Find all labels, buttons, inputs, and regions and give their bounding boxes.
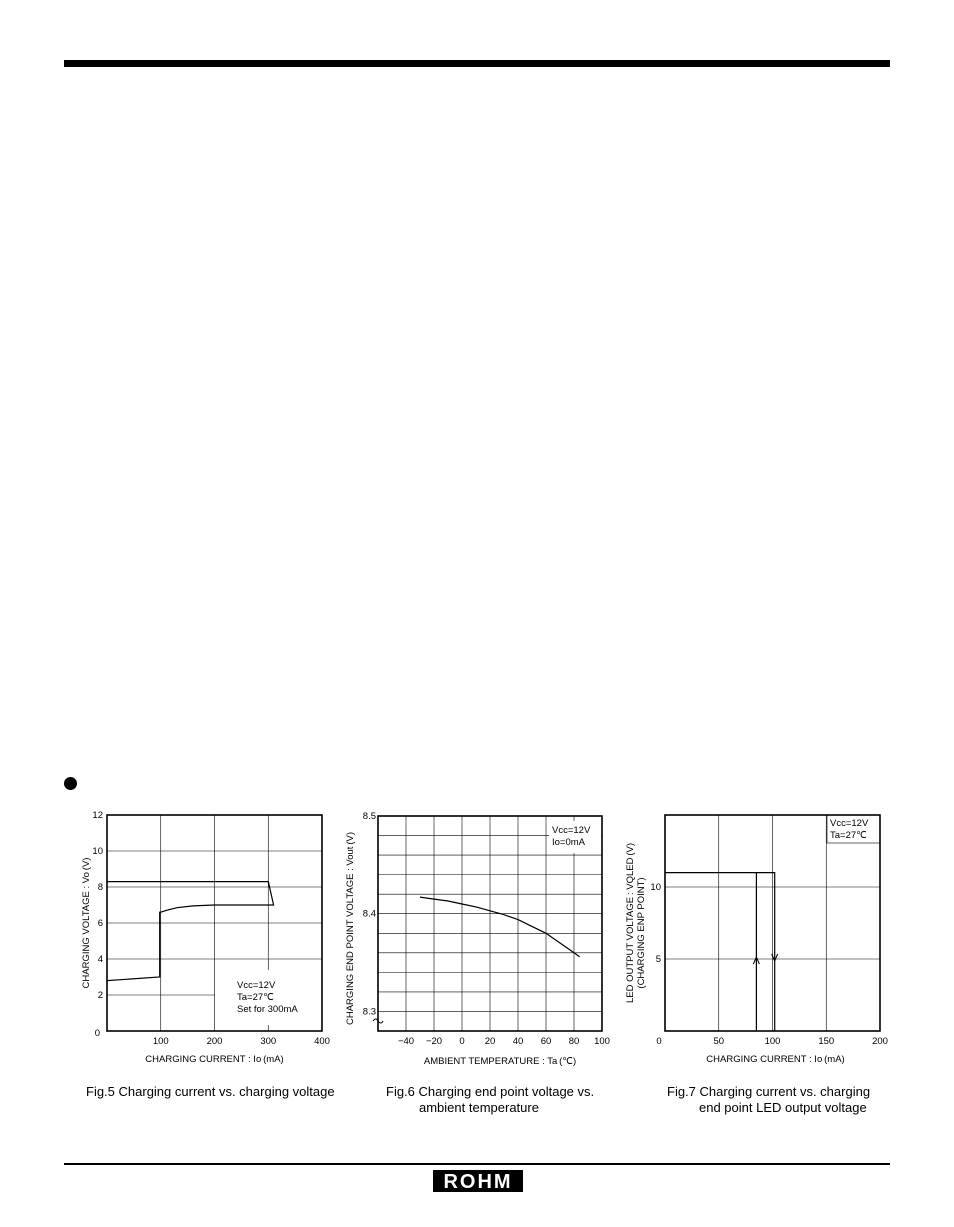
y-tick-label: 8.5 (362, 811, 376, 822)
chart-fig6 (340, 805, 615, 1070)
x-tick-label: −20 (425, 1036, 443, 1047)
legend-entry: Vcc=12V (552, 825, 591, 836)
caption-fig5: Fig.5 Charging current vs. charging voltage (86, 1084, 335, 1099)
section-bullet-icon (64, 777, 77, 790)
x-tick-label: 300 (260, 1036, 277, 1047)
logo-text: ROHM (443, 1171, 513, 1192)
series-line (107, 882, 274, 981)
y-tick-label: 8 (97, 882, 103, 893)
x-tick-label: 50 (713, 1036, 725, 1047)
y-tick-label: 8.3 (362, 1006, 376, 1018)
x-tick-label: 100 (152, 1036, 169, 1047)
x-tick-label: 100 (594, 1036, 610, 1047)
x-tick-label: 400 (314, 1036, 330, 1047)
caption-fig7-line1: Fig.7 Charging current vs. charging (667, 1084, 871, 1099)
x-tick-label: 150 (818, 1036, 835, 1047)
y-tick-label: 2 (97, 990, 103, 1001)
x-tick-label: 40 (512, 1036, 524, 1047)
rohm-logo (433, 1170, 523, 1192)
chart-fig5 (70, 805, 340, 1070)
legend-entry: Vcc=12V (830, 818, 869, 829)
caption-fig6-line1: Fig.6 Charging end point voltage vs. (386, 1084, 595, 1099)
x-axis-label: CHARGING CURRENT : Io (mA) (145, 1054, 284, 1065)
series-line (665, 873, 756, 1031)
caption-fig7-line2: end point LED output voltage (699, 1100, 867, 1115)
chart-fig7 (618, 805, 893, 1070)
caption-fig6-line2: ambient temperature (419, 1100, 539, 1115)
footer-rule (64, 1163, 890, 1165)
legend-entry: Ta=27℃ (237, 992, 274, 1003)
x-tick-label: 0 (656, 1036, 662, 1047)
y-axis-label: CHARGING VOLTAGE : Vo (V) (81, 857, 92, 989)
legend-entry: Set for 300mA (237, 1004, 298, 1015)
y-tick-label: 5 (655, 954, 661, 965)
legend-entry: Io=0mA (552, 837, 586, 848)
y-tick-label: 10 (650, 882, 661, 893)
x-tick-label: 100 (764, 1036, 781, 1047)
x-tick-label: 0 (459, 1036, 465, 1047)
x-tick-label: 60 (540, 1036, 552, 1047)
y-tick-label: 10 (92, 846, 103, 857)
y-axis-label-line1: LED OUTPUT VOLTAGE : VQLED (V) (625, 842, 636, 1004)
x-axis-label: CHARGING CURRENT : Io (mA) (706, 1054, 845, 1065)
series-line (420, 897, 580, 957)
y-tick-label: 12 (92, 810, 103, 821)
x-tick-label: −40 (397, 1036, 415, 1047)
y-tick-label: 6 (97, 918, 103, 929)
x-tick-label: 200 (206, 1036, 223, 1047)
legend-entry: Vcc=12V (237, 980, 276, 991)
x-axis-label: AMBIENT TEMPERATURE : Ta (℃) (423, 1056, 577, 1067)
x-tick-label: 20 (484, 1036, 496, 1047)
y-axis-label-line2: (CHARGING ENP POINT) (636, 877, 647, 989)
header-rule (64, 60, 890, 67)
y-tick-label: 4 (97, 954, 103, 965)
series-line (756, 873, 774, 1031)
y-axis-label: CHARGING END POINT VOLTAGE : Vout (V) (345, 832, 356, 1025)
x-tick-label: 80 (568, 1036, 580, 1047)
origin-label: 0 (94, 1028, 100, 1039)
x-tick-label: 200 (872, 1036, 888, 1047)
legend-entry: Ta=27℃ (830, 830, 867, 841)
y-tick-label: 8.4 (362, 908, 376, 920)
